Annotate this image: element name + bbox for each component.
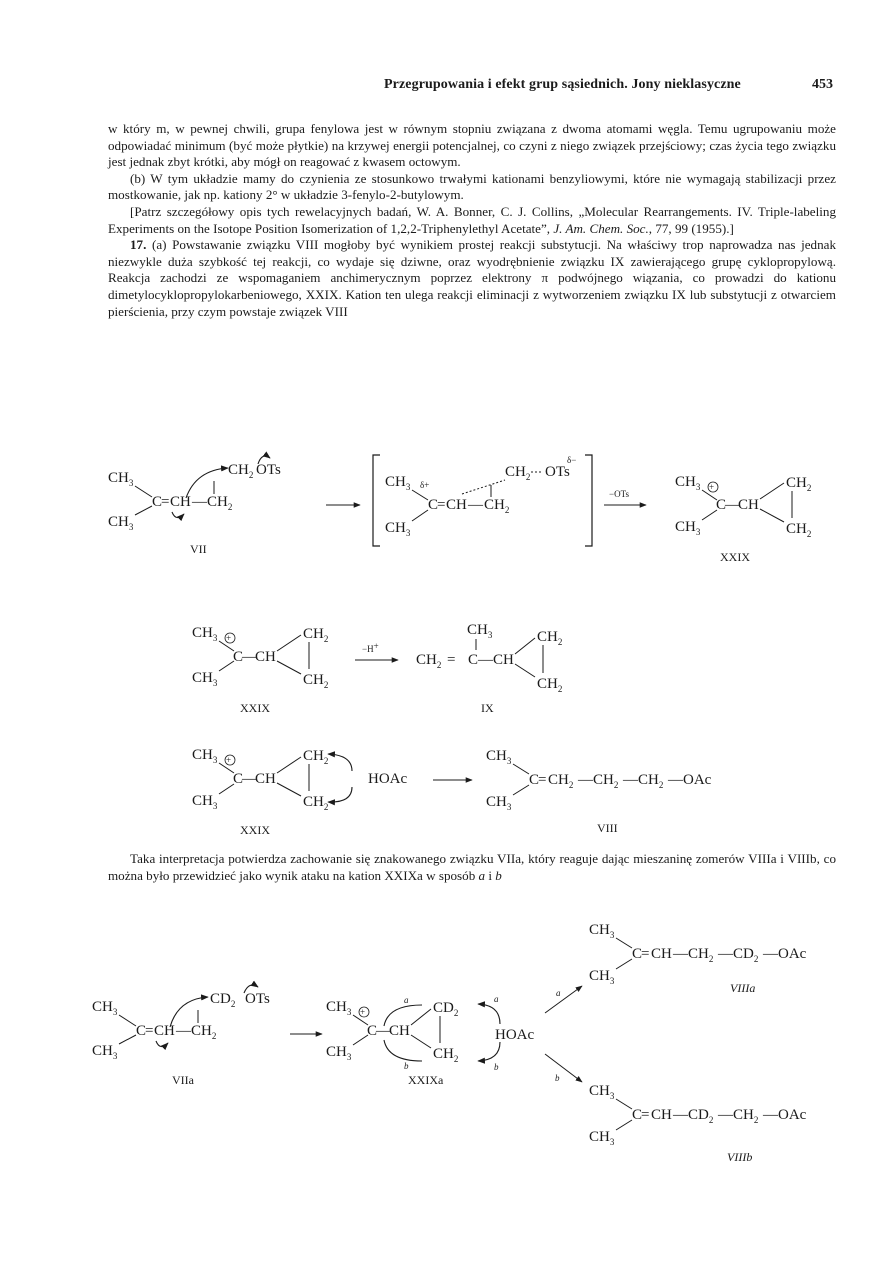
ix-c: C — [468, 652, 479, 668]
viia-double-bond: = — [145, 1023, 154, 1039]
running-header-title: Przegrupowania i efekt grup sąsiednich. Jony nieklasyczne — [384, 77, 741, 92]
xxix2-ch3-bottom: $CH_3$ — [192, 670, 218, 688]
label-xxix-1: XXIX — [720, 550, 750, 564]
vii-ch: CH — [170, 494, 191, 510]
viiib-cd2: $CD_2$ — [688, 1107, 714, 1125]
viia-ch3-bottom: $CH_3$ — [92, 1043, 118, 1061]
label-vii: VII — [190, 542, 207, 556]
labeled-text: Taka interpretacja potwierdza zachowanie się znakowanego związku VIIa, który reaguje dając mieszaninę zomerów VIIIa i VIIIb, co można było przewidzieć jako wynik ataku na kation XXIXa w sposób — [108, 851, 836, 883]
viii-bond-1: — — [578, 772, 593, 788]
viia-cd2: $CD_2$ — [210, 991, 236, 1009]
paragraph-phenyl-bridge: w który m, w pewnej chwili, grupa fenylowa jest w równym stopniu związana z dwoma atomami węgla. Temu ugrupowaniu może odpowiadać minimum (być może płytkie) na krzywej energii potencjalnej, co czyni z niego związek przejściowy; czas życia tego związku jest jednak zbyt krótki, aby mógł on reagować z kwasem octowym. — [108, 121, 836, 170]
xxixa-hoac: HOAc — [495, 1027, 535, 1043]
vii-ch2: $CH_2$ — [207, 494, 233, 512]
label-viia: VIIa — [172, 1073, 194, 1087]
viia-ch3-top: $CH_3$ — [92, 999, 118, 1017]
ix-ch3: $CH_3$ — [467, 622, 493, 640]
vii-ch3-bottom: $CH_3$ — [108, 514, 134, 532]
label-xxix-3: XXIX — [240, 823, 270, 837]
viia-bond: — — [176, 1023, 191, 1039]
xxix2-ring-ch2-top: $CH_2$ — [303, 626, 329, 644]
xxix-bond: — — [725, 497, 740, 513]
ix-double-bond: = — [447, 652, 456, 668]
page-number: 453 — [812, 77, 833, 92]
molecule-ix — [416, 622, 562, 715]
molecule-viiia — [589, 922, 807, 995]
xxixa-ch3-bottom: $CH_3$ — [326, 1044, 352, 1062]
xxix-ring-ch2-bottom: $CH_2$ — [786, 521, 812, 539]
viii-ch3-bottom: $CH_3$ — [486, 794, 512, 812]
xxix-ch: CH — [738, 497, 759, 513]
xxixa-path-b-outer: b — [494, 1062, 499, 1072]
xxix3-ring-ch2-top: $CH_2$ — [303, 748, 329, 766]
viiia-oac: OAc — [778, 946, 807, 962]
xxixa-path-b-inner: b — [404, 1061, 409, 1071]
xxix2-bond: — — [242, 649, 257, 665]
molecule-viii — [486, 748, 712, 835]
ts-ch2-top: $CH_2$ — [505, 464, 531, 482]
ix-ch2-terminal: $CH_2$ — [416, 652, 442, 670]
viia-ch: CH — [154, 1023, 175, 1039]
viiib-bond-2: — — [718, 1107, 733, 1123]
journal-name: J. Am. Chem. Soc. — [553, 220, 649, 236]
viii-ch2-c: $CH_2$ — [638, 772, 664, 790]
reference-citation: , 77, 99 (1955).] — [648, 220, 734, 236]
viii-ch2-b: $CH_2$ — [593, 772, 619, 790]
ts-ch: CH — [446, 497, 467, 513]
arrow-minus-h: −H+ — [362, 641, 379, 654]
label-xxix-2: XXIX — [240, 701, 270, 715]
molecule-viiib — [589, 1083, 807, 1164]
xxixa-bond: — — [376, 1023, 391, 1039]
viiia-bond-1: — — [673, 946, 688, 962]
viiib-ch3-top: $CH_3$ — [589, 1083, 615, 1101]
xxix2-plus: + — [226, 633, 232, 643]
viiia-ch: CH — [651, 946, 672, 962]
branch-path-a: a — [556, 988, 561, 998]
viii-bond-3: — — [668, 772, 683, 788]
viiia-bond-2: — — [718, 946, 733, 962]
xxixa-ch: CH — [389, 1023, 410, 1039]
conjunction: i — [485, 867, 496, 883]
ts-ch3-bottom: $CH_3$ — [385, 520, 411, 538]
ix-ring-ch2-top: $CH_2$ — [537, 629, 563, 647]
reference-text: [Patrz szczegółowy opis tych rewelacyjnych badań, W. A. Bonner, C. J. Collins, „Molecular Rearrangements. IV. Triple-labeling Experiments on the Isotope Position Isomerization of 1,2,2-Triphenylethyl Acetate”, — [108, 203, 836, 236]
viiia-ch3-bottom: $CH_3$ — [589, 968, 615, 986]
molecule-viia — [92, 985, 270, 1087]
xxix3-c: C — [233, 771, 244, 787]
path-b-ref: b — [495, 867, 502, 883]
viii-double-bond: = — [538, 772, 547, 788]
xxixa-path-a-inner: a — [404, 995, 409, 1005]
xxixa-ring-cd2: $CD_2$ — [433, 1000, 459, 1018]
viia-ots: OTs — [245, 991, 270, 1007]
ts-bond: — — [468, 497, 483, 513]
problem-number: 17. — [130, 237, 147, 253]
xxix3-bond: — — [242, 771, 257, 787]
viiib-ch3-bottom: $CH_3$ — [589, 1129, 615, 1147]
xxix3-ch3-bottom: $CH_3$ — [192, 793, 218, 811]
xxix-ch3-top: $CH_3$ — [675, 474, 701, 492]
vii-double-bond: = — [161, 494, 170, 510]
vii-ots: OTs — [256, 462, 281, 478]
vii-ch2-top: $CH_2$ — [228, 462, 254, 480]
vii-bond: — — [192, 494, 207, 510]
label-viiia: VIIIa — [730, 981, 756, 995]
xxix2-c: C — [233, 649, 244, 665]
molecule-xxix-top — [675, 474, 811, 564]
paragraph-b-benzyl: (b) W tym układzie mamy do czynienia ze stosunkowo trwałymi kationami benzyliowymi, które nie wymagają stabilizacji przez mostkowanie, jak np. kationy 2° w układzie 3-fenylo-2-butylowym. — [108, 170, 836, 203]
ts-ch3-top: $CH_3$ — [385, 474, 411, 492]
molecule-xxix-middle — [192, 625, 328, 715]
viia-c: C — [136, 1023, 147, 1039]
viiia-double-bond: = — [641, 946, 650, 962]
viiib-double-bond: = — [641, 1107, 650, 1123]
viiia-cd2: $CD_2$ — [733, 946, 759, 964]
path-a-ref: a — [478, 867, 486, 883]
viii-ch3-top: $CH_3$ — [486, 748, 512, 766]
xxix3-ring-ch2-bottom: $CH_2$ — [303, 794, 329, 812]
ts-ots: OTs — [545, 464, 570, 480]
vii-ch3-top: $CH_3$ — [108, 470, 134, 488]
xxix3-plus: + — [226, 755, 232, 765]
viiib-bond-1: — — [673, 1107, 688, 1123]
viiib-oac: OAc — [778, 1107, 807, 1123]
viia-ch2: $CH_2$ — [191, 1023, 217, 1041]
label-ix: IX — [481, 701, 494, 715]
xxixa-ring-ch2: $CH_2$ — [433, 1046, 459, 1064]
molecule-vii — [108, 456, 281, 556]
molecule-xxixa — [326, 994, 534, 1087]
viii-bond-2: — — [623, 772, 638, 788]
viii-oac: OAc — [683, 772, 712, 788]
xxix-ring-ch2-top: $CH_2$ — [786, 475, 812, 493]
xxix3-ch3-top: $CH_3$ — [192, 747, 218, 765]
xxixa-ch3-top: $CH_3$ — [326, 999, 352, 1017]
transition-state — [373, 455, 592, 546]
ix-ring-ch2-bottom: $CH_2$ — [537, 676, 563, 694]
ts-ch2: $CH_2$ — [484, 497, 510, 515]
problem-text: (a) Powstawanie związku VIII mogłoby być wynikiem prostej reakcji substytucji. Na właściwy trop naprowadza nas jednak niezwykle duża szybkość tej reakcji, co wydaje się dziwne, oraz wyodrębnienie związku IX zawierającego grupę cyklopropylową. Reakcja zachodzi ze wspomaganiem anchimerycznym poprzez elektrony π podwójnego wiązania, co prowadzi do kationu dimetylocyklopropylokarbeniowego, XXIX. Kation ten ulega reakcji eliminacji z wytworzeniem związku IX lub substytucji z otwarciem pierścienia, przy czym powstaje związek VIII — [108, 237, 836, 319]
molecule-xxix-bottom — [192, 747, 407, 837]
viiia-c: C — [632, 946, 643, 962]
ix-bond: — — [478, 652, 493, 668]
viiib-bond-3: — — [763, 1107, 778, 1123]
ts-c: C — [428, 497, 439, 513]
ts-partial-bond: = — [437, 497, 446, 513]
xxix-plus: + — [709, 482, 715, 492]
vii-c: C — [152, 494, 163, 510]
viii-c: C — [529, 772, 540, 788]
viiib-c: C — [632, 1107, 643, 1123]
xxixa-path-a-outer: a — [494, 994, 499, 1004]
ix-ch: CH — [493, 652, 514, 668]
xxix3-hoac: HOAc — [368, 771, 408, 787]
xxix2-ch: CH — [255, 649, 276, 665]
viiia-bond-3: — — [763, 946, 778, 962]
arrow-minus-ots: −OTs — [609, 489, 629, 499]
branch-path-b: b — [555, 1073, 560, 1083]
xxixa-c: C — [367, 1023, 378, 1039]
ts-delta-minus: δ− — [567, 455, 577, 465]
label-viii: VIII — [597, 821, 618, 835]
xxix3-ch: CH — [255, 771, 276, 787]
xxix-ch3-bottom: $CH_3$ — [675, 519, 701, 537]
xxix2-ch3-top: $CH_3$ — [192, 625, 218, 643]
viiia-ch2: $CH_2$ — [688, 946, 714, 964]
ts-delta-plus: δ+ — [420, 480, 430, 490]
xxix-c: C — [716, 497, 727, 513]
viii-ch2-a: $CH_2$ — [548, 772, 574, 790]
xxixa-plus: + — [360, 1007, 366, 1017]
viiib-ch: CH — [651, 1107, 672, 1123]
label-xxixa: XXIXa — [408, 1073, 444, 1087]
label-viiib: VIIIb — [727, 1150, 753, 1164]
xxix2-ring-ch2-bottom: $CH_2$ — [303, 672, 329, 690]
viiib-ch2: $CH_2$ — [733, 1107, 759, 1125]
viiia-ch3-top: $CH_3$ — [589, 922, 615, 940]
